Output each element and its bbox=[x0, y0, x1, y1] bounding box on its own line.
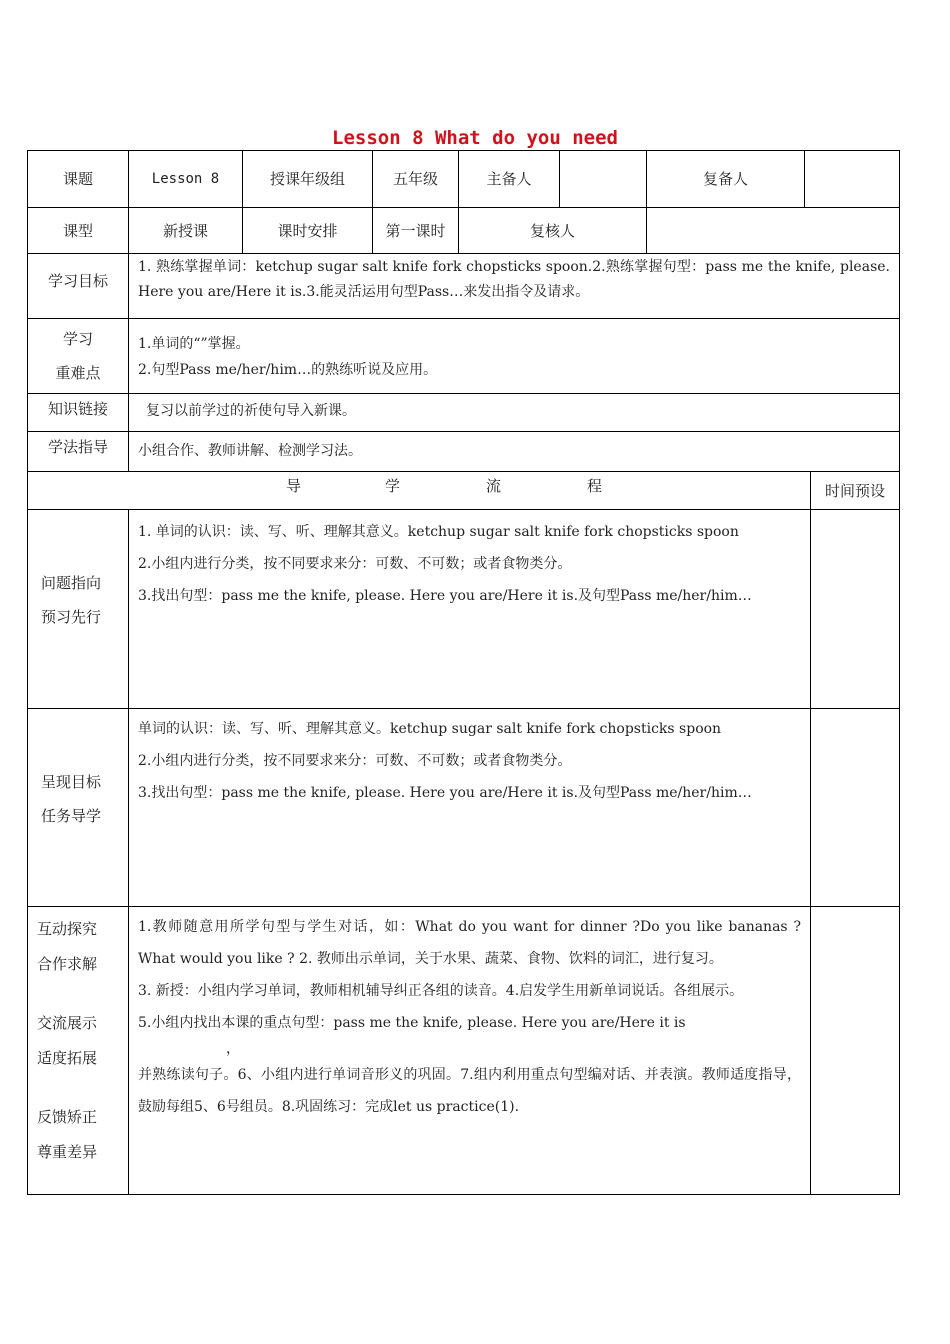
secondary-preparer-value bbox=[805, 151, 899, 207]
section3-content: 1.教师随意用所学句型与学生对话，如：What do you want for dinner ?Do you like bananas ? What would you like ? 2. 教师出示单词，关于水果、蔬菜、食物、饮料的词汇，进行复习。 3. 新授：小组内学习单词，教师相机辅导纠正各组的读音。4.启发学生用新单词说话。各组展示。 5.小组内找出本课的重点句型：pass me the knife, please. Here you are/Here it is ， 并熟练读句子。6、小组内进行单词音形义的巩固。7.组内利用重点句型编对话、并表演。教师适度指导，鼓励每组5、6号组员。8.巩固练习：完成let us practice(1). bbox=[138, 919, 801, 1115]
grade-value: 五年级 bbox=[392, 170, 438, 188]
goals-text: 1. 熟练掌握单词：ketchup sugar salt knife fork chopsticks spoon.2.熟练掌握句型：pass me the knife, please. Here you are/Here it is.3.能灵活运用句型Pass…来发出指令及请求。 bbox=[138, 259, 890, 300]
flow-char: 导 bbox=[286, 477, 302, 495]
knowledge-link-text: 复习以前学过的祈使句导入新课。 bbox=[146, 403, 356, 419]
goals-label: 学习目标 bbox=[47, 272, 108, 290]
schedule-label: 课时安排 bbox=[277, 221, 338, 240]
section2-content: 单词的认识：读、写、听、理解其意义。ketchup sugar salt knife fork chopsticks spoon 2.小组内进行分类，按不同要求来分：可数、不可数；或者食物类分。 3.找出句型：pass me the knife, please. Here you are/Here it is.及句型Pass me/her/him… bbox=[138, 721, 752, 801]
main-preparer-label: 主备人 bbox=[486, 170, 532, 188]
method-text: 小组合作、教师讲解、检测学习法。 bbox=[138, 443, 362, 459]
flow-char: 流 bbox=[486, 477, 502, 495]
reviewer-label: 复核人 bbox=[529, 221, 575, 240]
section1-time bbox=[811, 510, 899, 708]
flow-char: 程 bbox=[587, 477, 603, 495]
section3-label: 互动探究 合作求解 交流展示 适度拓展 反馈矫正 尊重差异 bbox=[37, 920, 98, 1161]
schedule-value: 第一课时 bbox=[385, 221, 446, 240]
type-value: 新授课 bbox=[162, 221, 208, 240]
topic-label: 课题 bbox=[62, 170, 93, 188]
section1-content: 1. 单词的认识：读、写、听、理解其意义。ketchup sugar salt knife fork chopsticks spoon 2.小组内进行分类，按不同要求来分：可数、不可数；或者食物类分。 3.找出句型：pass me the knife, please. Here you are/Here it is.及句型Pass me/her/him… bbox=[138, 524, 752, 604]
main-preparer-value bbox=[560, 151, 646, 207]
method-label: 学法指导 bbox=[47, 438, 108, 456]
time-preset-label: 时间预设 bbox=[824, 481, 885, 500]
key-points-text: 1.单词的“”掌握。 2.句型Pass me/her/him…的熟练听说及应用。 bbox=[138, 336, 438, 378]
reviewer-value bbox=[647, 208, 899, 253]
flow-char: 学 bbox=[385, 477, 401, 495]
type-label: 课型 bbox=[62, 221, 93, 240]
knowledge-link-label: 知识链接 bbox=[47, 400, 108, 418]
section2-label: 呈现目标 任务导学 bbox=[40, 772, 101, 825]
key-points-label: 学习 重难点 bbox=[55, 330, 101, 382]
topic-value: Lesson 8 bbox=[151, 171, 220, 187]
secondary-preparer-label: 复备人 bbox=[702, 170, 748, 188]
grade-label: 授课年级组 bbox=[269, 170, 345, 188]
section3-time bbox=[811, 907, 899, 1194]
document-title: Lesson 8 What do you need bbox=[332, 127, 618, 149]
section2-time bbox=[811, 709, 899, 906]
section1-label: 问题指向 预习先行 bbox=[40, 574, 101, 626]
